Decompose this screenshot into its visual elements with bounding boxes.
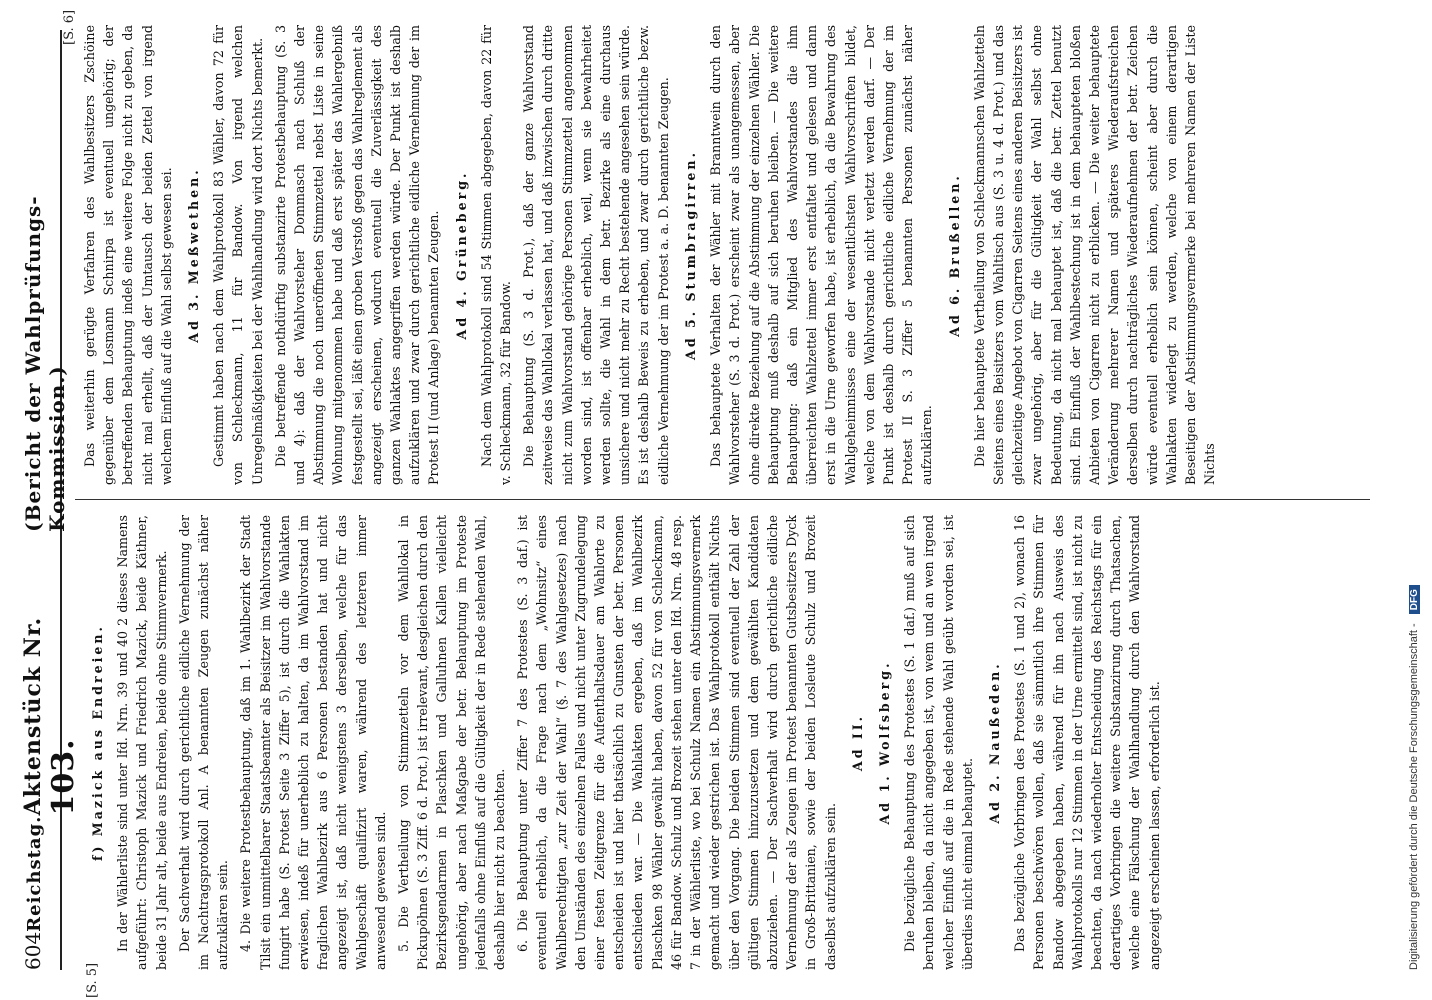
paragraph: Gestimmt haben nach dem Wahlprotokoll 83 Wähler, davon 72 für von Schleckmann, 11 für Bandow. Von irgend welchen Unregelmäßigkeiten bei der Wahlhandlung wird dort Nichts bemerkt. bbox=[211, 25, 265, 485]
paragraph: Die bezügliche Behauptung des Protestes (S. 1 daf.) muß auf sich beruhen bleiben, da nicht angegeben ist, von wem und an wen irgend welcher Einfluß auf die in Rede stehende Wahl geübt worden sei, ist überdies nicht einmal behauptet. bbox=[902, 515, 975, 970]
digitization-credit bbox=[1408, 30, 1428, 970]
section-heading: Ad 1. Wolfsberg. bbox=[876, 660, 892, 825]
dfg-logo: DFG bbox=[1409, 585, 1420, 614]
column-divider bbox=[75, 499, 1370, 500]
paragraph: Das behauptete Verhalten der Wähler mit Branntwein durch den Wahlvorsteher (S. 3 d. Prot.) erscheint zwar als unangemessen, aber ohne direkte Beziehung auf die Abstimmung der einzelnen Wähler. Die Behauptung muß deshalb auf sich beruhen bleiben. — Die weitere Behauptung: daß ein Mitglied des Wahlvorstandes die ihm überreichten Wahlzettel immer erst entfaltet und gelesen und dann erst in die Urne geworfen habe, ist erheblich, da die Bewahrung des Wahlgeheimnisses eine der wesentlichsten Wahlvorschriften bildet, welche von dem Wahlvorstande nicht verletzt werden darf. — Der Punkt ist deshalb durch gerichtliche eidliche Vernehmung der im Protest II S. 3 Ziffer 5 benannten Personen zunächst näher aufzuklären. bbox=[708, 25, 935, 485]
paragraph: Nach dem Wahlprotokoll sind 54 Stimmen abgegeben, davon 22 für v. Schleckmann, 32 für Bandow. bbox=[478, 25, 514, 485]
section-heading: Ad II. bbox=[849, 713, 865, 772]
paragraph: 5. Die Vertheilung von Stimmzetteln vor dem Wahllokal in Pickupöhnen (S. 3 Ziff. 6 d. Prot.) ist irrelevant, desgleichen durch den Bezirksgendarmen in Plaschken und Galluhnen Kallen vielleicht ungehörig, aber nach Maßgabe der betr. Behauptung im Proteste jedenfalls ohne Einfluß auf die Gültigkeit der in Rede stehenden Wahl, deshalb hier nicht zu beachten. bbox=[396, 515, 508, 970]
header-left-label: Reichstag. bbox=[24, 815, 45, 932]
section-heading: Ad 5. Stumbragirren. bbox=[682, 150, 698, 360]
margin-note-left: [S. 5] bbox=[85, 962, 100, 998]
left-text-column bbox=[80, 515, 1370, 970]
section-heading: Ad 3. Meßwethen. bbox=[186, 167, 202, 343]
paragraph: In der Wählerliste sind unter lfd. Nrn. 39 und 40 2 dieses Namens aufgeführt: Christoph Mazick und Friedrich Mazick, beide Käthner, beide 31 Jahr alt, beide aus Endreien, beide ohne Stimmvermerk. bbox=[115, 515, 169, 970]
credit-text: Digitalisierung gefördert durch die Deutsche Forschungsgemeinschaft - bbox=[1408, 623, 1420, 970]
paragraph: Die betreffende nothdürftig substanzirte Protestbehauptung (S. 3 und 4): daß der Wahlvorsteher Dommasch nach Schluß der Abstimmung die noch uneröffneten Stimmzettel nebst Liste in seine Wohnung mitgenommen habe und daß erst später das Wahlergebniß festgestellt sei, läßt einen groben Verstoß gegen das Wahlreglement als angezeigt erscheinen, wodurch eventuell die Zuverlässigkeit des ganzen Wahlaktes angegriffen werden würde. Der Punkt ist deshalb aufzuklären und zwar durch gerichtliche eidliche Vernehmung der im Protest II (und Anlage) benannten Zeugen. bbox=[272, 25, 442, 485]
paragraph: 4. Die weitere Protestbehauptung, daß im 1. Wahlbezirk der Stadt Tilsit ein unmittelbarer Staatsbeamter als Beisitzer im Wahlvorstande fungirt habe (S. Protest Seite 3 Ziffer 5), ist durch die Wahlakten erwiesen, indeß für unerheblich zu halten, da im Wahlvorstand im fraglichen Wahlbezirk aus 6 Personen bestanden hat und nicht angezeigt ist, daß nicht wenigstens 3 derselben, welche für das Wahlgeschäft qualifizirt waren, während des letzteren immer anwesend gewesen sind. bbox=[238, 515, 388, 970]
document-title bbox=[20, 532, 81, 816]
right-text-column bbox=[80, 25, 1370, 485]
paragraph: Das bezügliche Vorbringen des Protestes (S. 1 und 2), wonach 16 Personen beschwören wollen, daß sie sämmtlich ihre Stimmen für Bandow abgegeben haben, während für ihn nach Ausweis des Wahlprotokolls nur 12 Stimmen in der Urne ermittelt sind, ist nicht zu beachten, da nach wiederholter Entscheidung des Reichstags für ein derartiges Vorbringen die weitere Substanzirung durch Thatsachen, welche eine Fälschung der Wahlhandlung durch den Wahlvorstand angezeigt erscheinen lassen, erforderlich ist. bbox=[1012, 515, 1162, 970]
title-number: 103. bbox=[46, 738, 81, 816]
margin-note-right: [S. 6] bbox=[62, 9, 77, 45]
paragraph: Die hier behauptete Vertheilung von Schleckmannschen Wahlzetteln Seitens eines Beisitzers vom Wahltisch aus (S. 3 u. 4 d. Prot.) und das gleichzeitige Angebot von Cigarren Seitens eines anderen Beisitzers ist zwar ungehörig, aber für die Gültigkeit der Wahl selbst ohne Bedeutung, da nicht mal behauptet ist, daß die betr. Zettel benutzt sind. Ein Einfluß der Wahlbestechung ist in dem behaupteten bloßen Anbieten von Cigarren nicht zu erblicken. — Die weiter behauptete Veränderung mehrerer Namen und späteres Wiederaufstreichen derselben durch nachträgliches Wiederaufnehmen der betr. Zeichen würde eventuell erheblich sein können, scheint aber durch die Wahlakten widerlegt zu werden, welche von einem derartigen Beseitigen der Abstimmungsvermerke bei mehreren Namen der Liste Nichts bbox=[971, 25, 1218, 485]
section-heading: Ad 6. Brußellen. bbox=[946, 173, 962, 337]
section-heading: Ad 2. Naußeden. bbox=[986, 661, 1002, 824]
page-number: 604 bbox=[21, 931, 45, 970]
paragraph: Die Behauptung (S. 3 d. Prot.), daß der ganze Wahlvorstand zeitweise das Wahllokal verlassen hat, und daß inzwischen durch dritte nicht zum Wahlvorstand gehörige Personen Stimmzettel angenommen worden sind, ist offenbar erheblich, weil, wenn sie bewahrheitet werden sollte, die Wahl in dem betr. Bezirke als eine durchaus unsichere und nicht mehr zu Recht bestehende angesehen sein würde. Es ist deshalb Beweis zu erheben, und zwar durch gerichtliche bezw. eidliche Vernehmung der im Protest a. a. D. benannten Zeugen. bbox=[521, 25, 671, 485]
paragraph: Der Sachverhalt wird durch gerichtliche eidliche Vernehmung der im Nachtragsprotokoll Anl. A benannten Zeugen zunächst näher aufzuklären sein. bbox=[176, 515, 231, 970]
page-header bbox=[20, 30, 81, 970]
header-subtitle: (Bericht der Wahlprüfungs-Kommission.) bbox=[21, 195, 69, 532]
paragraph: 6. Die Behauptung unter Ziffer 7 des Protestes (S. 3 daf.) ist eventuell erheblich, da die Frage nach dem „Wohnsitz“ eines Wahlberechtigten „zur Zeit der Wahl“ (§. 7 des Wahlgesetzes) nach den Umständen des einzelnen Falles und nicht unter Zugrundelegung einer festen Zeitgrenze für die Aufenthaltsdauer am Wahlorte zu entscheiden ist und hier thatsächlich zu Gunsten der betr. Personen entschieden war. — Die Wahlakten ergeben, daß im Wahlbezirk Plaschken 98 Wähler gewählt haben, davon 52 für von Schleckmann, 46 für Bandow. Schulz und Brozeit stehen unter den lfd. Nrn. 48 resp. 7 in der Wählerliste, wo bei Schulz Namen ein Abstimmungsvermerk gemacht und wieder gestrichen ist. Das Wahlprotokoll enthält Nichts über den Vorgang. Die beiden Stimmen sind eventuell der Zahl der gültigen Stimmen hinzuzusetzen und dem gewählten Kandidaten abzuziehen. — Der Sachverhalt wird durch gerichtliche eidliche Vernehmung der als Zeugen im Protest benannten Gutsbesitzers Dyck in Groß-Brittanien, sowie der beiden Losleute Schulz und Brozeit daselbst aufzuklären sein. bbox=[515, 515, 838, 970]
title-prefix: Aktenstück Nr. bbox=[20, 616, 46, 816]
section-heading: f) Mazick aus Endreien. bbox=[90, 624, 105, 861]
section-heading: Ad 4. Grüneberg. bbox=[453, 170, 469, 340]
paragraph: Das weiterhin gerügte Verfahren des Wahlbesitzers Zschöine gegenüber dem Losmann Schnirpa ist eventuell ungehörig; der betreffenden Behauptung indeß eine weitere Folge nicht zu geben, da nicht mal erhellt, daß der Umtausch der beiden Zettel von irgend welchem Einfluß auf die Wahl selbst gewesen sei. bbox=[82, 25, 174, 485]
